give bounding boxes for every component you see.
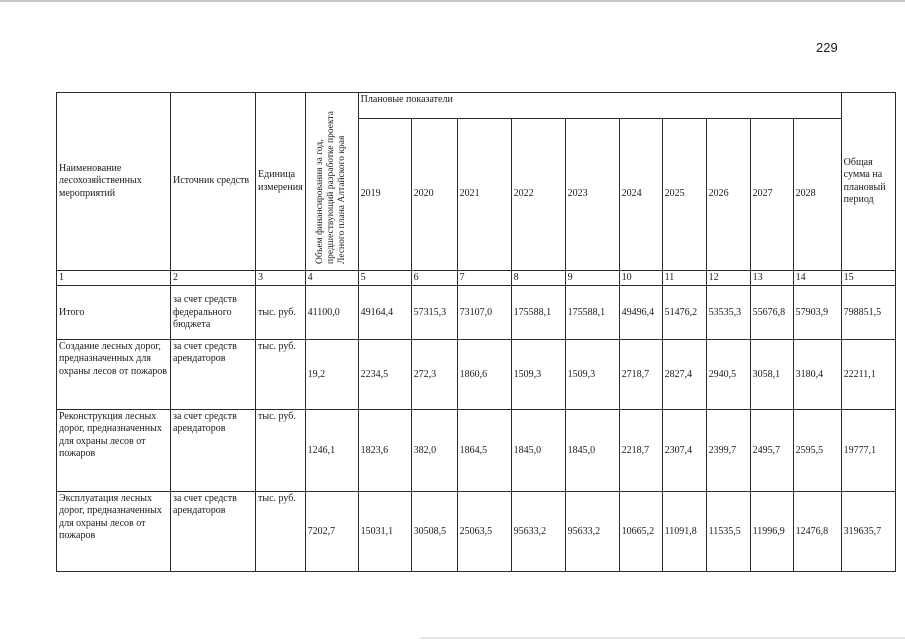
row-value: 2718,7 xyxy=(619,340,662,410)
row-prev: 7202,7 xyxy=(305,492,358,572)
row-value: 95633,2 xyxy=(565,492,619,572)
column-number: 3 xyxy=(256,271,306,286)
row-value: 10665,2 xyxy=(619,492,662,572)
table-row xyxy=(57,410,896,492)
column-number: 8 xyxy=(511,271,565,286)
page-number: 229 xyxy=(816,40,838,55)
row-value: 1860,6 xyxy=(457,340,511,410)
row-prev: 1246,1 xyxy=(305,410,358,492)
row-prev: 19,2 xyxy=(305,340,358,410)
row-value: 25063,5 xyxy=(457,492,511,572)
column-number: 12 xyxy=(706,271,750,286)
row-value: 11996,9 xyxy=(750,492,793,572)
header-year: 2022 xyxy=(511,119,565,271)
row-value: 1509,3 xyxy=(511,340,565,410)
column-number: 10 xyxy=(619,271,662,286)
column-number: 2 xyxy=(171,271,256,286)
row-value: 53535,3 xyxy=(706,286,750,340)
column-number: 4 xyxy=(305,271,358,286)
row-value: 51476,2 xyxy=(662,286,706,340)
row-value: 1864,5 xyxy=(457,410,511,492)
table-row xyxy=(57,286,896,340)
header-activity: Наименование лесохозяйственных мероприятий xyxy=(57,93,171,271)
row-name: Реконструкция лесных дорог, предназначенных для охраны лесов от пожаров xyxy=(57,410,171,492)
row-value: 95633,2 xyxy=(511,492,565,572)
row-value: 2399,7 xyxy=(706,410,750,492)
row-unit: тыс. руб. xyxy=(256,492,306,572)
column-number: 9 xyxy=(565,271,619,286)
column-number-row xyxy=(57,271,896,286)
row-value: 11535,5 xyxy=(706,492,750,572)
header-unit: Единица измерения xyxy=(256,93,306,271)
header-previous-year: Объем финансирования за год, предшествующий разработке проекта Лесного плана Алтайского края xyxy=(315,111,348,264)
row-value: 57903,9 xyxy=(793,286,841,340)
header-year: 2025 xyxy=(662,119,706,271)
row-value: 73107,0 xyxy=(457,286,511,340)
row-value: 272,3 xyxy=(411,340,457,410)
header-year: 2027 xyxy=(750,119,793,271)
column-number: 14 xyxy=(793,271,841,286)
row-value: 49164,4 xyxy=(358,286,411,340)
header-previous-year-cell xyxy=(305,93,358,271)
table-row xyxy=(57,340,896,410)
row-value: 2495,7 xyxy=(750,410,793,492)
row-value: 2940,5 xyxy=(706,340,750,410)
header-year: 2019 xyxy=(358,119,411,271)
row-value: 1845,0 xyxy=(511,410,565,492)
column-number: 15 xyxy=(841,271,895,286)
row-total: 319635,7 xyxy=(841,492,895,572)
row-value: 30508,5 xyxy=(411,492,457,572)
row-name: Эксплуатация лесных дорог, предназначенных для охраны лесов от пожаров xyxy=(57,492,171,572)
header-year: 2028 xyxy=(793,119,841,271)
row-unit: тыс. руб. xyxy=(256,286,306,340)
column-number: 1 xyxy=(57,271,171,286)
column-number: 6 xyxy=(411,271,457,286)
row-value: 11091,8 xyxy=(662,492,706,572)
header-year: 2023 xyxy=(565,119,619,271)
row-value: 2595,5 xyxy=(793,410,841,492)
header-total: Общая сумма на плановый период xyxy=(841,93,895,271)
row-value: 2827,4 xyxy=(662,340,706,410)
row-source: за счет средств арендаторов xyxy=(171,410,256,492)
row-value: 2218,7 xyxy=(619,410,662,492)
row-source: за счет средств арендаторов xyxy=(171,492,256,572)
row-total: 22211,1 xyxy=(841,340,895,410)
row-source: за счет средств арендаторов xyxy=(171,340,256,410)
table-row xyxy=(57,492,896,572)
row-value: 175588,1 xyxy=(565,286,619,340)
column-number: 5 xyxy=(358,271,411,286)
header-planned-group: Плановые показатели xyxy=(358,93,841,119)
header-year: 2024 xyxy=(619,119,662,271)
header-year: 2021 xyxy=(457,119,511,271)
row-name: Создание лесных дорог, предназначенных для охраны лесов от пожаров xyxy=(57,340,171,410)
row-value: 1823,6 xyxy=(358,410,411,492)
column-number: 7 xyxy=(457,271,511,286)
column-number: 13 xyxy=(750,271,793,286)
column-number: 11 xyxy=(662,271,706,286)
row-total: 798851,5 xyxy=(841,286,895,340)
row-prev: 41100,0 xyxy=(305,286,358,340)
header-year: 2020 xyxy=(411,119,457,271)
scan-edge-top xyxy=(0,0,905,2)
planned-indicators-table xyxy=(56,92,896,572)
row-value: 1509,3 xyxy=(565,340,619,410)
row-value: 382,0 xyxy=(411,410,457,492)
scan-edge-bottom xyxy=(420,637,905,639)
row-total: 19777,1 xyxy=(841,410,895,492)
row-value: 49496,4 xyxy=(619,286,662,340)
row-value: 2307,4 xyxy=(662,410,706,492)
header-source: Источник средств xyxy=(171,93,256,271)
row-name: Итого xyxy=(57,286,171,340)
row-value: 15031,1 xyxy=(358,492,411,572)
row-value: 55676,8 xyxy=(750,286,793,340)
row-source: за счет средств федерального бюджета xyxy=(171,286,256,340)
row-value: 3058,1 xyxy=(750,340,793,410)
row-value: 12476,8 xyxy=(793,492,841,572)
row-value: 175588,1 xyxy=(511,286,565,340)
row-value: 57315,3 xyxy=(411,286,457,340)
row-value: 2234,5 xyxy=(358,340,411,410)
row-unit: тыс. руб. xyxy=(256,340,306,410)
row-value: 1845,0 xyxy=(565,410,619,492)
header-year: 2026 xyxy=(706,119,750,271)
row-unit: тыс. руб. xyxy=(256,410,306,492)
row-value: 3180,4 xyxy=(793,340,841,410)
